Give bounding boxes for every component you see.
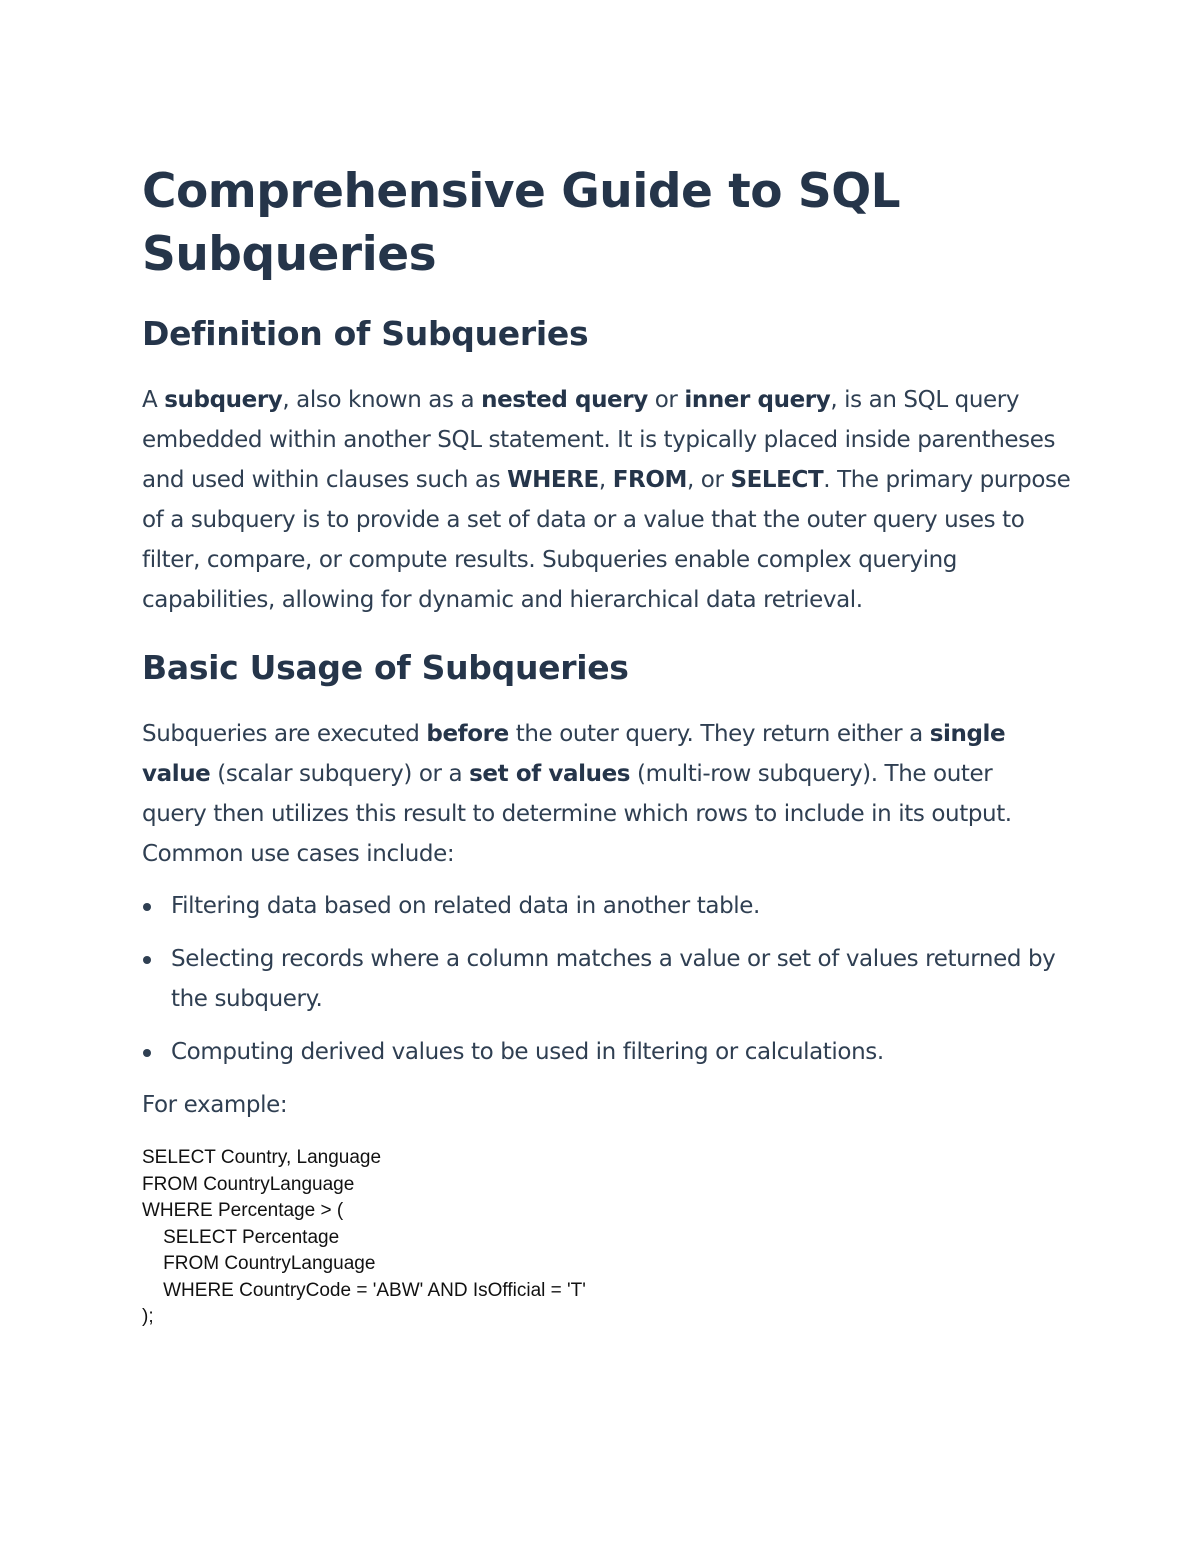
bullet-icon (143, 956, 151, 964)
bold-term: inner query (684, 387, 831, 413)
bold-term: FROM (612, 467, 687, 493)
list-item (142, 1032, 1072, 1072)
bold-term: before (426, 721, 509, 747)
page-title-line-2: Subqueries (142, 227, 437, 282)
bold-term: single value (142, 721, 1006, 787)
bullet-icon (143, 1049, 151, 1057)
list-item-text: Selecting records where a column matches a value or set of values returned by the subquery. (171, 946, 1056, 1012)
text-run: , also known as a (282, 387, 482, 413)
bullet-icon (143, 903, 151, 911)
definition-paragraph (142, 380, 1072, 620)
text-run: , is an SQL query embedded within another SQL statement. It is typically placed inside parentheses and used within clauses such as (142, 387, 1056, 493)
list-item-text: Filtering data based on related data in another table. (171, 893, 760, 919)
use-cases-list (142, 886, 1072, 1072)
section-heading-basic-usage: Basic Usage of Subqueries (142, 648, 629, 687)
page-title (142, 160, 1072, 286)
text-run: , (598, 467, 613, 493)
text-run: . The primary purpose of a subquery is to provide a set of data or a value that the outer query uses to filter, compare, or compute results. Subqueries enable complex querying capabilities, allowing for dynamic and hierarchical data retrieval. (142, 467, 1071, 613)
bold-term: subquery (164, 387, 283, 413)
bold-term: nested query (481, 387, 648, 413)
text-run: A (142, 387, 165, 413)
bold-term: WHERE (507, 467, 599, 493)
text-run: or (647, 387, 685, 413)
text-run: (multi-row subquery). The outer query then utilizes this result to determine which rows to include in its output. Common use cases include: (142, 761, 1012, 867)
sql-code-block: SELECT Country, Language FROM CountryLanguage WHERE Percentage > ( SELECT Percentage FROM CountryLanguage WHERE CountryCode = 'ABW' AND IsOfficial = 'T' ); (142, 1147, 586, 1327)
document-page (142, 160, 1072, 1331)
list-item-text: Computing derived values to be used in filtering or calculations. (171, 1039, 884, 1065)
text-run: , or (686, 467, 731, 493)
text-run: the outer query. They return either a (508, 721, 930, 747)
list-item (142, 886, 1072, 926)
example-label: For example: (142, 1092, 288, 1118)
text-run: (scalar subquery) or a (210, 761, 470, 787)
list-item (142, 939, 1072, 1019)
page-title-line-1: Comprehensive Guide to SQL (142, 164, 901, 219)
basic-usage-paragraph (142, 714, 1042, 874)
bold-term: SELECT (730, 467, 824, 493)
section-heading-definition: Definition of Subqueries (142, 314, 589, 353)
bold-term: set of values (469, 761, 631, 787)
text-run: Subqueries are executed (142, 721, 427, 747)
